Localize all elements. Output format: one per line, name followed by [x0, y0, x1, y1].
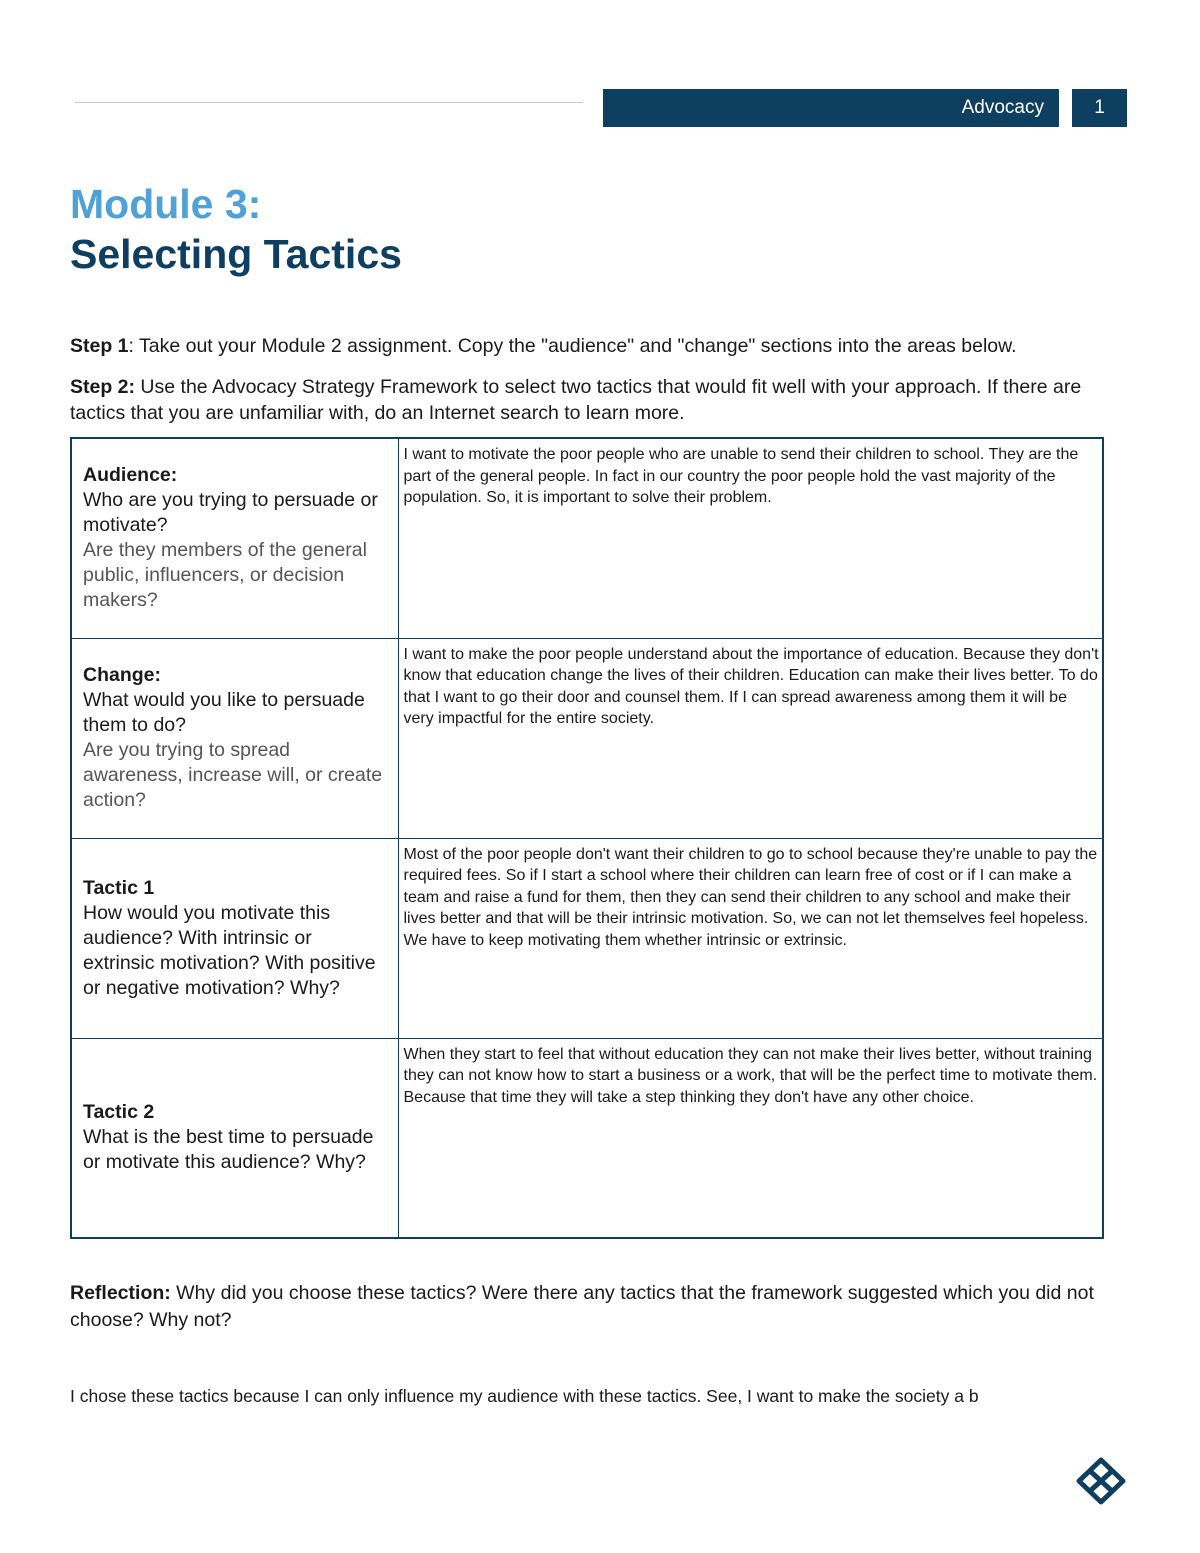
module-subtitle: Selecting Tactics: [70, 231, 402, 277]
step-2-label: Step 2:: [70, 376, 136, 398]
change-question-cell: [71, 638, 398, 838]
step-1-label: Step 1: [70, 335, 129, 357]
step-2-text: Use the Advocacy Strategy Framework to select two tactics that would fit well with your approach. If there are tactics that you are unfamiliar with, do an Internet search to learn more.: [70, 376, 1082, 424]
change-subquestion: Are you trying to spread awareness, increase will, or create action?: [83, 739, 383, 811]
reflection-text: Why did you choose these tactics? Were there any tactics that the framework suggested which you did not choose? Why not?: [70, 1282, 1094, 1331]
table-row-tactic-2: [71, 1038, 1103, 1238]
tactic-2-label: Tactic 2: [83, 1101, 155, 1124]
page-number-box: [1072, 89, 1127, 127]
table-row-change: [71, 638, 1103, 838]
tactic-1-label: Tactic 1: [83, 876, 155, 899]
header-section-title: Advocacy: [961, 97, 1044, 118]
table-row-tactic-1: [71, 838, 1103, 1038]
tactic-2-question: What is the best time to persuade or motivate this audience? Why?: [83, 1126, 374, 1174]
change-answer-cell[interactable]: I want to make the poor people understand about the importance of education. Because they don't know that education change the lives of their children. Education can make their lives better. To do that I want to go their door and counsel them. If I can spread awareness among them it will be very impactful for the entire society.: [398, 638, 1103, 838]
step-2-instruction: [70, 374, 1130, 426]
reflection-answer[interactable]: I chose these tactics because I can only influence my audience with these tactics. See, I want to make the society a b: [70, 1386, 979, 1406]
module-title: Module 3:: [70, 181, 262, 227]
step-1-text: : Take out your Module 2 assignment. Copy the "audience" and "change" sections into the areas below.: [128, 335, 1017, 357]
audience-answer-cell[interactable]: I want to motivate the poor people who are unable to send their children to school. They are the part of the general people. In fact in our country the poor people hold the vast majority of the population. So, it is important to solve their problem.: [398, 438, 1103, 638]
audience-question-cell: [71, 438, 398, 638]
course-hero-logo-icon: [1073, 1454, 1129, 1506]
tactic-2-question-cell: [71, 1038, 398, 1238]
page-number: 1: [1094, 97, 1105, 118]
audience-label: Audience:: [83, 464, 178, 487]
tactic-1-answer-cell[interactable]: Most of the poor people don't want their children to go to school because they're unable to pay the required fees. So if I start a school where their children can learn free of cost or if I can make a team and raise a fund for them, then they can send their children to any school and make their lives better and that will be their intrinsic motivation. So, we can not let themselves feel hopeless. We have to keep motivating them whether intrinsic or extrinsic.: [398, 838, 1103, 1038]
change-label: Change:: [83, 664, 161, 686]
advocacy-framework-table: [70, 437, 1104, 1239]
audience-question: Who are you trying to persuade or motivate?: [83, 489, 378, 537]
header-section-band: [603, 89, 1059, 127]
tactic-1-question: How would you motivate this audience? With intrinsic or extrinsic motivation? With positive or negative motivation? Why?: [83, 901, 376, 999]
change-question: What would you like to persuade them to do?: [83, 689, 365, 736]
header-divider: [75, 102, 583, 103]
reflection-label: Reflection:: [70, 1282, 171, 1304]
step-1-instruction: [70, 333, 1130, 359]
table-row-audience: [71, 438, 1103, 638]
reflection-prompt: [70, 1280, 1110, 1334]
audience-subquestion: Are they members of the general public, influencers, or decision makers?: [83, 539, 367, 612]
tactic-1-question-cell: [71, 838, 398, 1038]
tactic-2-answer-cell[interactable]: When they start to feel that without education they can not make their lives better, without training they can not know how to start a business or a work, that will be the perfect time to motivate them. Because that time they will take a step thinking they don't have any other choice.: [398, 1038, 1103, 1238]
